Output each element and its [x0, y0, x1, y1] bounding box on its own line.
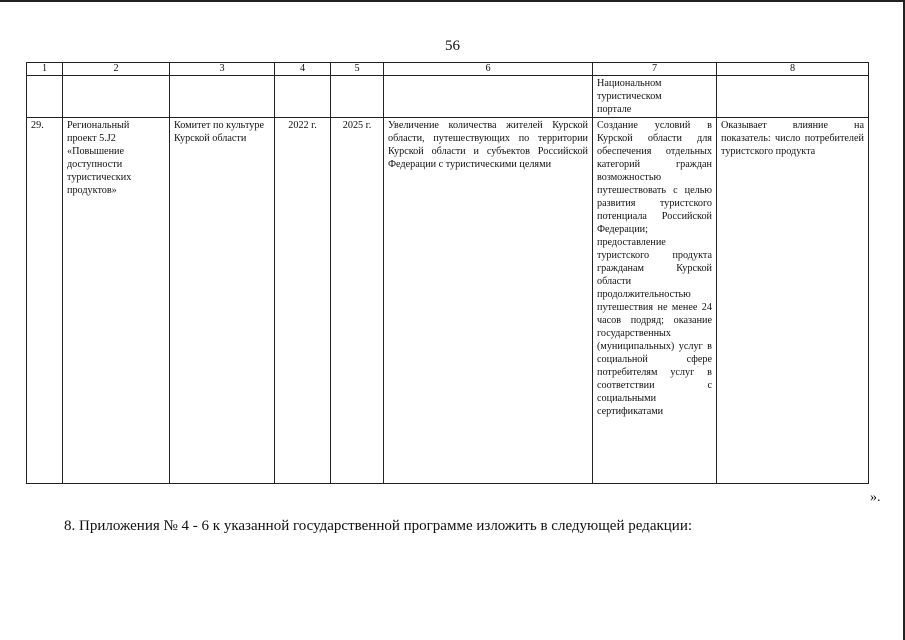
- header-cell-8: 8: [717, 63, 869, 76]
- program-table: [26, 62, 869, 484]
- header-cell-6: 6: [384, 63, 593, 76]
- cont-cell-6: [384, 76, 593, 118]
- header-cell-4: 4: [275, 63, 331, 76]
- cont-cell-2: [63, 76, 170, 118]
- cont-cell-7: Национальном туристическом портале: [593, 76, 717, 118]
- continuation-row: [27, 76, 869, 118]
- header-cell-3: 3: [170, 63, 275, 76]
- header-cell-1: 1: [27, 63, 63, 76]
- paragraph-8: 8. Приложения № 4 - 6 к указанной государственной программе изложить в следующей редакции:: [64, 518, 693, 534]
- responsible-executor: Комитет по культуре Курской области: [170, 118, 275, 484]
- start-year: 2022 г.: [275, 118, 331, 484]
- indicator-link: Оказывает влияние на показатель: число потребителей туристского продукта: [717, 118, 869, 484]
- cont-cell-3: [170, 76, 275, 118]
- header-row: [27, 63, 869, 76]
- row-number: 29.: [27, 118, 63, 484]
- implementation-content: Создание условий в Курской области для обеспечения отдельных категорий граждан возможностью путешествовать с целью развития туристского потенциала Российской Федерации; предоставление туристского продукта гражданам Курской области продолжительностью путешествия не менее 24 часов подряд; оказание государственных (муниципальных) услуг в социальной сфере потребителям услуг в соответствии с социальными сертификатами: [593, 118, 717, 484]
- page-number: 56: [445, 38, 460, 54]
- cont-cell-8: [717, 76, 869, 118]
- cont-cell-4: [275, 76, 331, 118]
- cont-cell-5: [331, 76, 384, 118]
- end-year: 2025 г.: [331, 118, 384, 484]
- header-cell-7: 7: [593, 63, 717, 76]
- closing-quote: ».: [870, 490, 881, 505]
- header-cell-5: 5: [331, 63, 384, 76]
- expected-result: Увеличение количества жителей Курской области, путешествующих по территории Курской области и субъектов Российской Федерации с туристическими целями: [384, 118, 593, 484]
- page-edge-top: [0, 0, 905, 2]
- table-row: [27, 118, 869, 484]
- cont-cell-1: [27, 76, 63, 118]
- header-cell-2: 2: [63, 63, 170, 76]
- project-name: Региональный проект 5.J2 «Повышение доступности туристических продуктов»: [63, 118, 170, 484]
